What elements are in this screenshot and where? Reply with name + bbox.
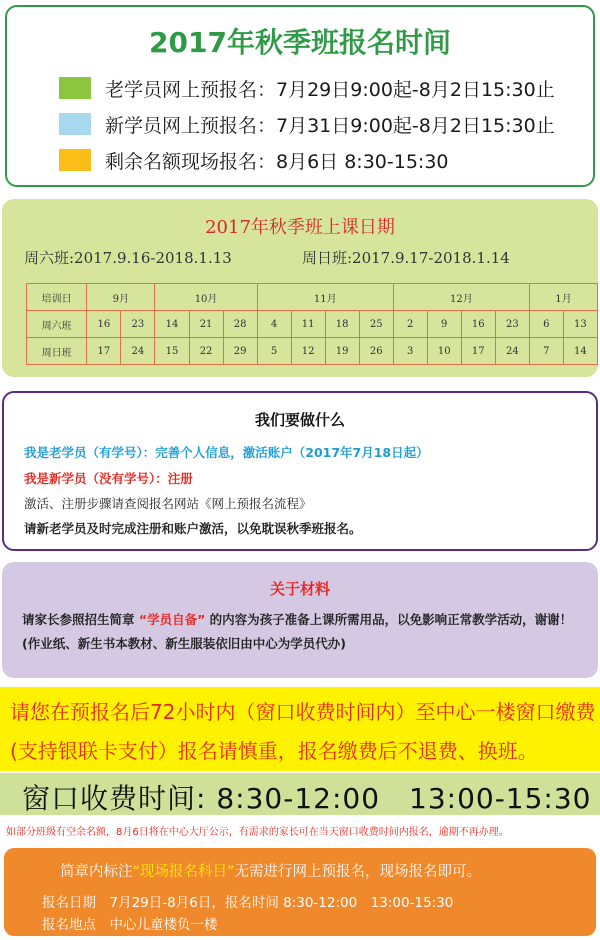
onsite-panel [4, 848, 596, 936]
calendar-day: 15 [155, 338, 189, 365]
registration-row-text: 新学员网上预报名：7月31日9:00起-8月2日15:30止 [105, 114, 555, 137]
calendar-day: 14 [563, 338, 597, 365]
calendar-day: 26 [359, 338, 393, 365]
calendar-day: 21 [189, 311, 223, 338]
calendar-day: 24 [495, 338, 529, 365]
calendar-day: 24 [121, 338, 155, 365]
calendar-table [26, 283, 598, 365]
calendar-day: 28 [223, 311, 257, 338]
onsite-line1 [60, 860, 481, 881]
calendar-day: 9 [427, 311, 461, 338]
todo-new-student: 我是新学员（没有学号）：注册 [24, 471, 193, 486]
calendar-day: 23 [495, 311, 529, 338]
calendar-row-label: 周六班 [27, 311, 87, 338]
onsite-location: 报名地点 中心儿童楼负一楼 [42, 917, 218, 933]
materials-panel [2, 562, 598, 678]
registration-row-old [59, 75, 555, 101]
calendar-day: 22 [189, 338, 223, 365]
materials-title: 关于材料 [269, 580, 330, 598]
class-dates-title: 2017年秋季班上课日期 [205, 217, 395, 238]
todo-title: 我们要做什么 [254, 411, 345, 429]
onsite-pre: 简章内标注 [60, 864, 133, 880]
registration-row-onsite [59, 147, 449, 173]
payment-notice [0, 687, 600, 771]
calendar-month: 11月 [257, 284, 393, 311]
calendar-day: 17 [87, 338, 121, 365]
registration-row-text: 老学员网上预报名：7月29日9:00起-8月2日15:30止 [105, 78, 555, 101]
todo-reminder: 请新老学员及时完成注册和账户激活，以免耽误秋季班报名。 [24, 521, 362, 536]
fee-time-text: 窗口收费时间: 8:30-12:00 13:00-15:30 [22, 782, 592, 815]
registration-row-new [59, 111, 555, 137]
fee-time-banner [0, 773, 600, 815]
todo-steps: 激活、注册步骤请查阅报名网站《网上预报名流程》 [24, 496, 312, 511]
onsite-post: 无需进行网上预报名，现场报名即可。 [234, 864, 482, 880]
class-dates-summary [24, 247, 510, 268]
materials-highlight: “学员自备” [138, 612, 206, 627]
green-marker [59, 77, 91, 99]
class-dates-panel [2, 199, 598, 377]
materials-post: 的内容为孩子准备上课所需用品，以免影响正常教学活动，谢谢！(作业纸、新生书本教材、新生服装依旧由中心为学员代办) [22, 612, 573, 651]
calendar-day: 16 [87, 311, 121, 338]
calendar-day: 11 [291, 311, 325, 338]
calendar-day: 3 [393, 338, 427, 365]
todo-old-student: 我是老学员（有学号）：完善个人信息，激活账户（2017年7月18日起） [24, 445, 429, 460]
calendar-day: 13 [563, 311, 597, 338]
saturday-range: 周六班:2017.9.16-2018.1.13 [24, 249, 232, 267]
registration-title: 2017年秋季班报名时间 [149, 26, 451, 59]
calendar-month: 10月 [155, 284, 257, 311]
registration-panel [5, 5, 595, 187]
calendar-day: 5 [257, 338, 291, 365]
calendar-row-label: 周日班 [27, 338, 87, 365]
registration-row-text: 剩余名额现场报名：8月6日 8:30-15:30 [105, 150, 449, 173]
payment-notice-line1: 请您在预报名后72小时内（窗口收费时间内）至中心一楼窗口缴费 [10, 700, 596, 724]
calendar-day: 14 [155, 311, 189, 338]
calendar-day: 25 [359, 311, 393, 338]
sunday-range: 周日班:2017.9.17-2018.1.14 [302, 249, 510, 267]
calendar-day: 12 [291, 338, 325, 365]
payment-notice-line2: (支持银联卡支付）报名请慎重，报名缴费后不退费、换班。 [10, 739, 538, 763]
calendar-day: 29 [223, 338, 257, 365]
calendar-day: 23 [121, 311, 155, 338]
materials-body [22, 608, 582, 656]
calendar-day: 16 [461, 311, 495, 338]
calendar-day: 4 [257, 311, 291, 338]
calendar-day: 2 [393, 311, 427, 338]
onsite-highlight: “现场报名科目” [132, 864, 235, 880]
calendar-day: 7 [529, 338, 563, 365]
blue-marker [59, 113, 91, 135]
calendar-header-label: 培训日 [27, 284, 87, 311]
todo-panel [2, 391, 598, 551]
calendar-row [27, 311, 598, 338]
calendar-month: 12月 [393, 284, 529, 311]
vacancy-note: 如部分班级有空余名额，8月6日将在中心大厅公示，有需求的家长可在当天窗口收费时间内报名，逾期不再办理。 [6, 827, 509, 838]
calendar-row [27, 338, 598, 365]
onsite-date-time: 报名日期 7月29日-8月6日，报名时间 8:30-12:00 13:00-15:30 [42, 895, 454, 911]
calendar-month: 1月 [529, 284, 597, 311]
calendar-day: 17 [461, 338, 495, 365]
calendar-month: 9月 [87, 284, 155, 311]
calendar-day: 19 [325, 338, 359, 365]
calendar-day: 6 [529, 311, 563, 338]
orange-marker [59, 149, 91, 171]
calendar-day: 18 [325, 311, 359, 338]
materials-pre: 请家长参照招生简章 [22, 612, 135, 627]
calendar-day: 10 [427, 338, 461, 365]
